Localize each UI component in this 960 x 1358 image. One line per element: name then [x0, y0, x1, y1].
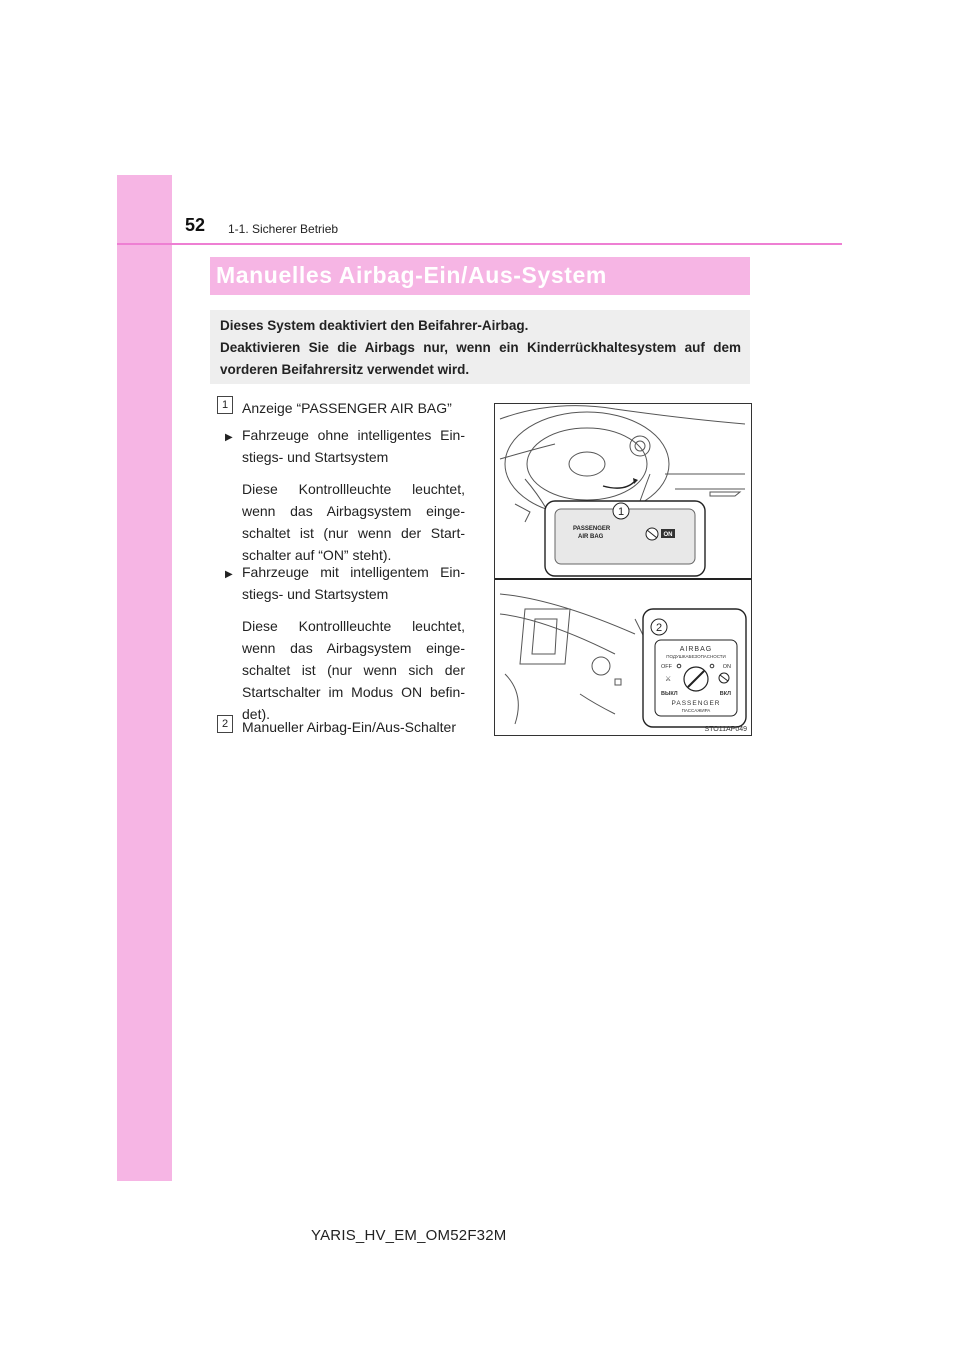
- switch-off-label: OFF: [661, 664, 672, 670]
- item-label-2: Manueller Airbag-Ein/Aus-Schalter: [242, 719, 456, 735]
- item-marker-2: 2: [217, 715, 233, 733]
- case-lead-1: Fahrzeuge ohne intelligentes Ein-stiegs- und Startsystem: [242, 427, 465, 465]
- indicator-on-label: ON: [663, 532, 673, 538]
- switch-passenger-label: PASSENGER: [671, 700, 721, 707]
- switch-airbag-ru-label: ПОДУШКАБЕЗОПАСНОСТИ: [666, 654, 726, 659]
- indicator-passenger-label: PASSENGER: [573, 526, 611, 532]
- section-title: Manuelles Airbag-Ein/Aus-System: [216, 262, 607, 288]
- document-footer: YARIS_HV_EM_OM52F32M: [311, 1227, 507, 1244]
- intro-line-2: Deaktivieren Sie die Airbags nur, wenn ein Kinderrückhaltesystem auf dem vorderen Beifahrersitz verwendet wird.: [220, 340, 741, 377]
- triangle-bullet-icon: ▶: [225, 432, 233, 443]
- switch-off-ru-label: ВЫКЛ: [661, 691, 678, 697]
- section-breadcrumb: 1-1. Sicherer Betrieb: [228, 222, 339, 236]
- intro-box: [210, 310, 750, 384]
- case-lead-2: Fahrzeuge mit intelligentem Ein-stiegs- und Startsystem: [242, 564, 465, 602]
- callout-1-label: 1: [617, 506, 625, 518]
- indicator-airbag-label: AIR BAG: [578, 534, 604, 540]
- figure-code: STO11AP049: [704, 726, 747, 733]
- case-text-2: Diese Kontrollleuchte leuchtet, wenn das Airbagsystem einge-schaltet ist (nur wenn sich der Startschalter im Modus ON befin-det).: [242, 618, 465, 722]
- illustration-svg: [495, 404, 751, 735]
- header-rule: [117, 243, 842, 245]
- zoom-arrow: [603, 481, 635, 488]
- section-title-bar: [210, 257, 750, 295]
- airbag-illustration: [494, 403, 752, 736]
- case-text-1: Diese Kontrollleuchte leuchtet, wenn das Airbagsystem einge-schaltet ist (nur wenn der Start-schalter auf “ON” steht).: [242, 481, 465, 563]
- passenger-area-drawing: [500, 594, 645, 724]
- page-sidebar-tab: [117, 175, 172, 1181]
- switch-on-ru-label: ВКЛ: [719, 691, 731, 697]
- switch-on-label: ON: [722, 664, 731, 670]
- intro-text: [220, 315, 741, 381]
- triangle-bullet-icon: ▶: [225, 569, 233, 580]
- callout-2-label: 2: [655, 622, 663, 634]
- item-label-1: Anzeige “PASSENGER AIR BAG”: [242, 400, 452, 416]
- intro-line-1: Dieses System deaktiviert den Beifahrer-Airbag.: [220, 318, 529, 333]
- child-seat-icon: ⚔: [665, 676, 672, 683]
- item-marker-1: 1: [217, 396, 233, 414]
- switch-airbag-label: AIRBAG: [679, 646, 713, 653]
- switch-passenger-ru-label: ПАССАЖИРА: [681, 708, 711, 713]
- page-number: 52: [185, 215, 206, 235]
